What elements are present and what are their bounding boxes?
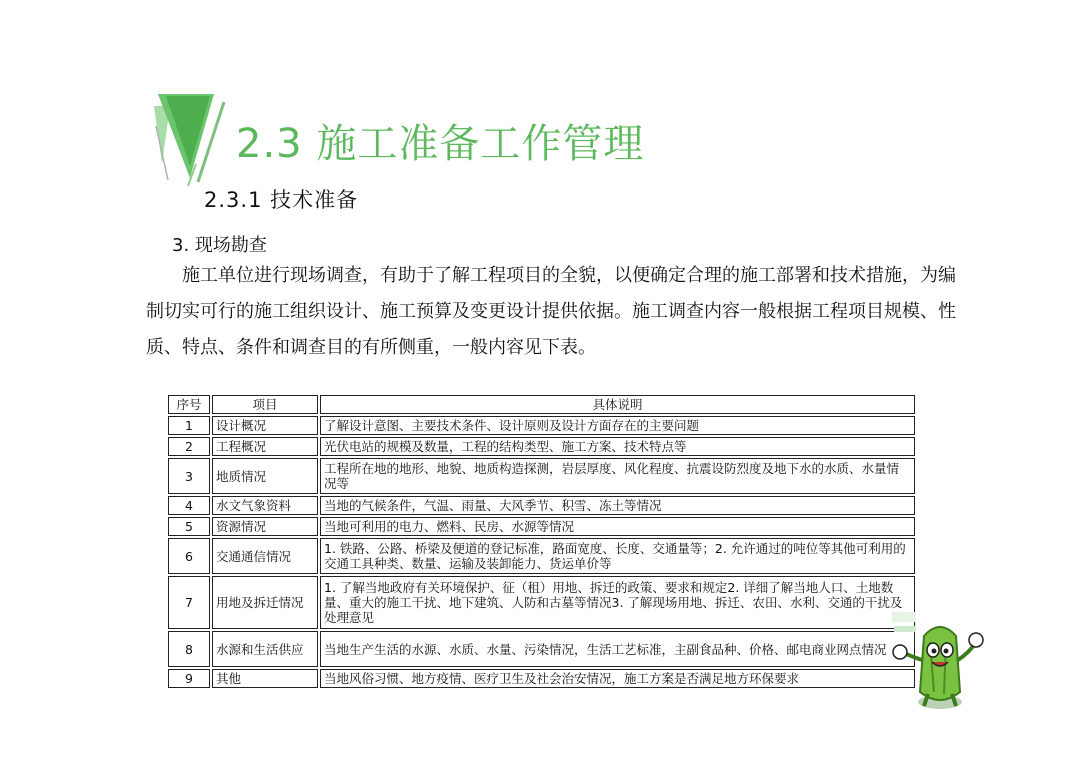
table-row xyxy=(168,669,915,688)
row-no: 2 xyxy=(168,437,210,456)
row-item: 工程概况 xyxy=(212,437,318,456)
header-item: 项目 xyxy=(212,395,318,414)
row-no: 9 xyxy=(168,669,210,688)
row-item: 资源情况 xyxy=(212,517,318,536)
row-desc: 1. 铁路、公路、桥梁及便道的登记标准，路面宽度、长度、交通量等；2. 允许通过的吨位等其他可利用的交通工具种类、数量、运输及装卸能力、货运单价等 xyxy=(320,538,915,574)
section-title: 3. 现场勘查 xyxy=(172,235,267,256)
row-item: 其他 xyxy=(212,669,318,688)
intro-paragraph: 施工单位进行现场调查，有助于了解工程项目的全貌，以便确定合理的施工部署和技术措施，为编制切实可行的施工组织设计、施工预算及变更设计提供依据。施工调查内容一般根据工程项目规模、性质、特点、条件和调查目的有所侧重，一般内容见下表。 xyxy=(146,265,956,358)
row-desc: 工程所在地的地形、地貌、地质构造探测，岩层厚度、风化程度、抗震设防烈度及地下水的水质、水量情况等 xyxy=(320,458,915,494)
table-row xyxy=(168,538,915,574)
row-desc: 当地可利用的电力、燃料、民房、水源等情况 xyxy=(320,517,915,536)
row-no: 5 xyxy=(168,517,210,536)
header-no: 序号 xyxy=(168,395,210,414)
row-no: 3 xyxy=(168,458,210,494)
row-item: 用地及拆迁情况 xyxy=(212,576,318,629)
subsection-title: 2.3.1 技术准备 xyxy=(204,188,359,212)
row-no: 7 xyxy=(168,576,210,629)
row-item: 地质情况 xyxy=(212,458,318,494)
table-header-row xyxy=(168,395,915,414)
row-item: 设计概况 xyxy=(212,416,318,435)
row-desc: 当地风俗习惯、地方疫情、医疗卫生及社会治安情况，施工方案是否满足地方环保要求 xyxy=(320,669,915,688)
table-row xyxy=(168,576,915,629)
header-desc: 具体说明 xyxy=(320,395,915,414)
row-item: 交通通信情况 xyxy=(212,538,318,574)
row-desc: 光伏电站的规模及数量，工程的结构类型、施工方案、技术特点等 xyxy=(320,437,915,456)
table-row xyxy=(168,631,915,667)
row-no: 8 xyxy=(168,631,210,667)
table-row xyxy=(168,496,915,515)
table-row xyxy=(168,437,915,456)
row-item: 水源和生活供应 xyxy=(212,631,318,667)
row-desc: 当地生产生活的水源、水质、水量、污染情况，生活工艺标准，主副食品种、价格、邮电商业网点情况 xyxy=(320,631,915,667)
green-triangle-logo xyxy=(150,92,230,192)
row-no: 1 xyxy=(168,416,210,435)
table-row xyxy=(168,458,915,494)
row-item: 水文气象资料 xyxy=(212,496,318,515)
table-row xyxy=(168,517,915,536)
row-no: 4 xyxy=(168,496,210,515)
row-desc: 1. 了解当地政府有关环境保护、征（租）用地、拆迁的政策、要求和规定2. 详细了解当地人口、土地数量、重大的施工干扰、地下建筑、人防和古墓等情况3. 了解现场用地、拆迁、农田、水利、交通的干扰及处理意见 xyxy=(320,576,915,629)
row-desc: 了解设计意图、主要技术条件、设计原则及设计方面存在的主要问题 xyxy=(320,416,915,435)
page-title: 2.3 施工准备工作管理 xyxy=(236,121,645,167)
table-row xyxy=(168,416,915,435)
row-desc: 当地的气候条件，气温、雨量、大风季节、积雪、冻土等情况 xyxy=(320,496,915,515)
survey-content-table xyxy=(166,393,917,690)
mascot-illustration xyxy=(890,612,986,712)
row-no: 6 xyxy=(168,538,210,574)
